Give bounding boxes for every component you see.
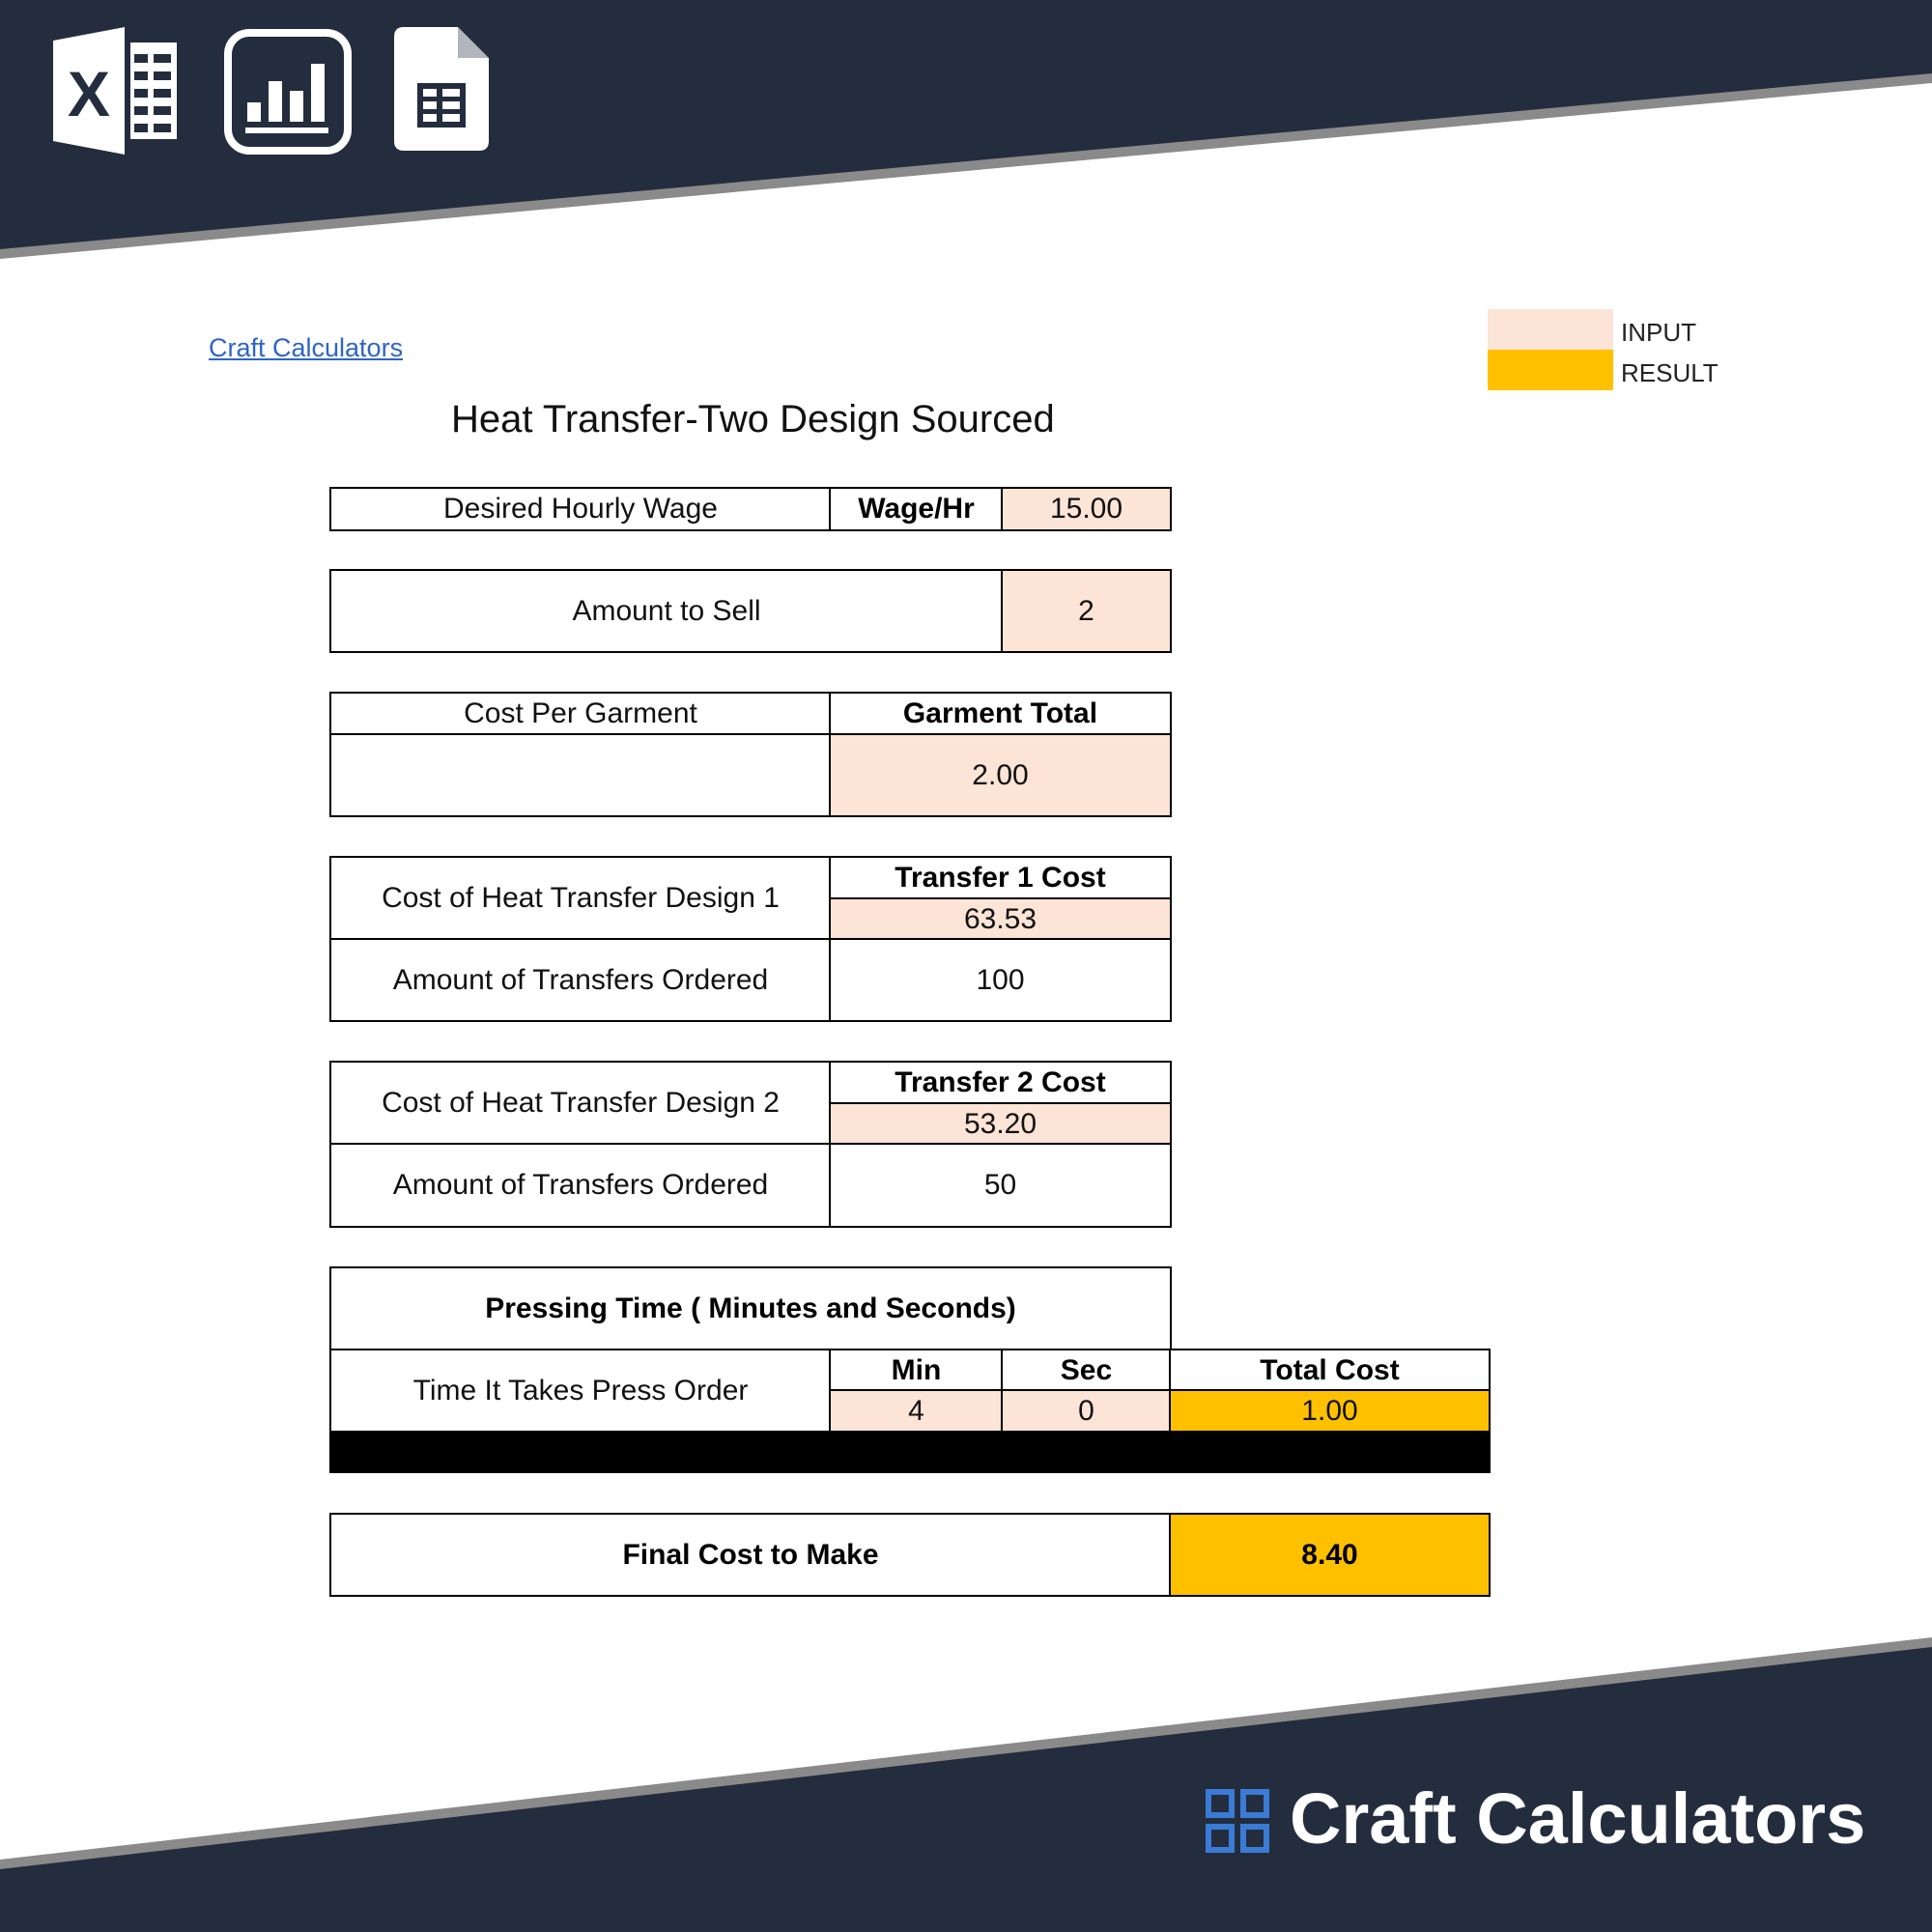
wage-input[interactable]: 15.00	[1001, 487, 1172, 531]
press-order-label: Time It Takes Press Order	[329, 1349, 832, 1434]
cost-per-garment-empty	[329, 733, 832, 817]
final-cost-label: Final Cost to Make	[329, 1513, 1172, 1597]
pressing-time-header: Pressing Time ( Minutes and Seconds)	[329, 1266, 1172, 1351]
transfer2-cost-input[interactable]: 53.20	[829, 1102, 1172, 1146]
legend-result-swatch	[1488, 350, 1613, 390]
amount-to-sell-input[interactable]: 2	[1001, 569, 1172, 653]
cost-per-garment-label: Cost Per Garment	[329, 692, 832, 736]
min-header: Min	[829, 1349, 1004, 1392]
transfer2-cost-label: Cost of Heat Transfer Design 2	[329, 1061, 832, 1146]
craft-calculators-link[interactable]: Craft Calculators	[209, 333, 404, 362]
legend-input-swatch	[1488, 309, 1613, 350]
google-sheets-icon	[394, 27, 489, 151]
page-title: Heat Transfer-Two Design Sourced	[451, 398, 1055, 440]
transfer1-cost-input[interactable]: 63.53	[829, 897, 1172, 941]
transfer2-ordered-label: Amount of Transfers Ordered	[329, 1143, 832, 1228]
footer-brand-name: Craft Calculators	[1290, 1778, 1866, 1859]
garment-total-header: Garment Total	[829, 692, 1172, 736]
grid-logo-icon	[1206, 1789, 1269, 1853]
transfer2-ordered-value[interactable]: 50	[829, 1143, 1172, 1228]
chart-icon	[224, 29, 352, 155]
transfer1-cost-label: Cost of Heat Transfer Design 1	[329, 856, 832, 941]
legend-input-label: INPUT	[1621, 318, 1696, 347]
excel-icon	[53, 27, 179, 155]
total-cost-result: 1.00	[1169, 1389, 1491, 1434]
sec-header: Sec	[1001, 1349, 1172, 1392]
transfer1-cost-header: Transfer 1 Cost	[829, 856, 1172, 900]
transfer2-cost-header: Transfer 2 Cost	[829, 1061, 1172, 1105]
divider-bar	[329, 1431, 1491, 1473]
final-cost-result: 8.40	[1169, 1513, 1491, 1597]
garment-total-input[interactable]: 2.00	[829, 733, 1172, 817]
sec-input[interactable]: 0	[1001, 1389, 1172, 1434]
transfer1-ordered-value[interactable]: 100	[829, 938, 1172, 1022]
wage-unit-label: Wage/Hr	[829, 487, 1004, 531]
legend-result-label: RESULT	[1621, 358, 1719, 387]
amount-to-sell-label: Amount to Sell	[329, 569, 1004, 653]
svg-text:X: X	[67, 58, 111, 129]
total-cost-header: Total Cost	[1169, 1349, 1491, 1392]
min-input[interactable]: 4	[829, 1389, 1004, 1434]
wage-label: Desired Hourly Wage	[329, 487, 832, 531]
transfer1-ordered-label: Amount of Transfers Ordered	[329, 938, 832, 1022]
